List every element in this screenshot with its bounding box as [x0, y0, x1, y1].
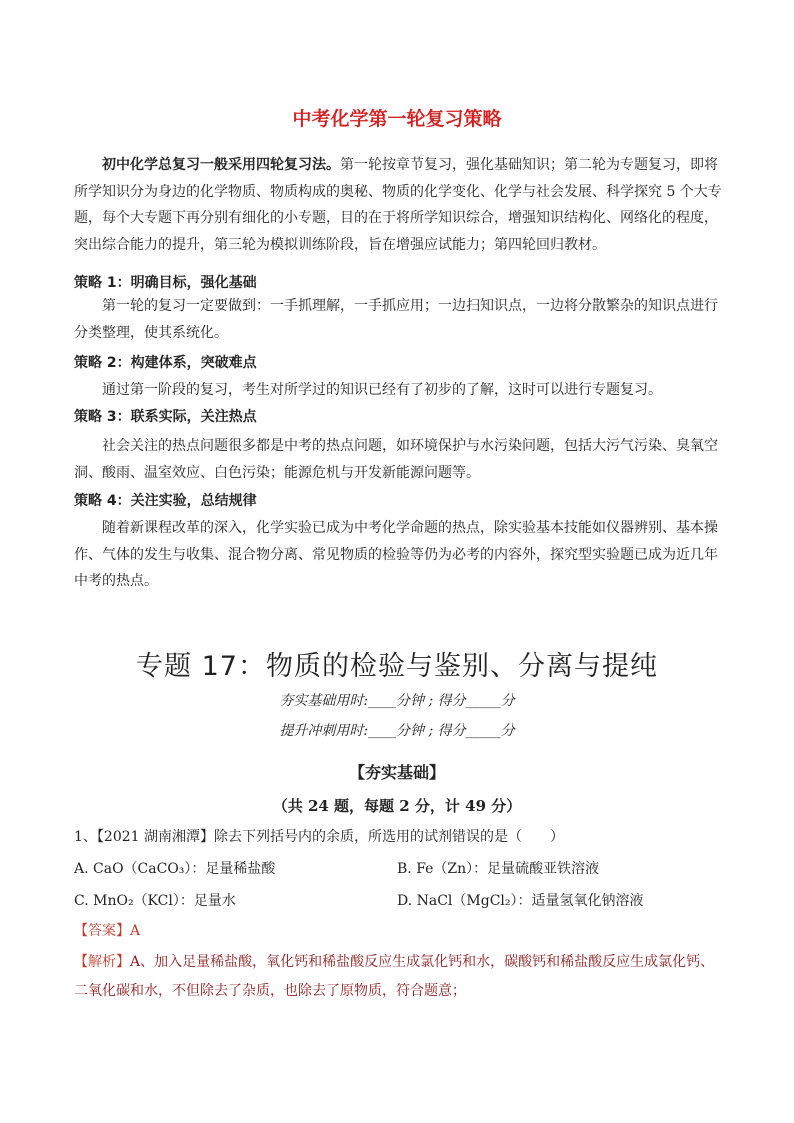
intro-lead: 初中化学总复习一般采用四轮复习法。	[102, 157, 340, 173]
question-stem: 1、【2021 湖南湘潭】除去下列括号内的余质，所选用的试剂错误的是（ ）	[74, 829, 564, 845]
answer-line	[74, 920, 140, 940]
strategy-3-heading: 策略 3：联系实际，关注热点	[74, 409, 257, 425]
option-c: C. MnO₂（KCl）：足量水	[74, 893, 236, 909]
answer-value: A	[130, 923, 141, 939]
strategy-4-text: 随着新课程改革的深入，化学实验已成为中考化学命题的热点，除实验基本技能如仪器辨别、基本操作、气体的发生与收集、混合物分离、常见物质的检验等仍为必考的内容外，探究型实验题已成为近几年中考的热点。	[74, 520, 718, 589]
topic-heading: 专题 17：物质的检验与鉴别、分离与提纯	[136, 651, 658, 682]
page-title: 中考化学第一轮复习策略	[292, 108, 502, 130]
answer-label: 【答案】	[74, 923, 130, 939]
option-b: B. Fe（Zn）：足量硫酸亚铁溶液	[397, 861, 600, 877]
option-d: D. NaCl（MgCl₂）：适量氢氧化钠溶液	[397, 893, 644, 909]
strategy-1-text: 第一轮的复习一定要做到：一手抓理解，一手抓应用；一边扫知识点，一边将分散繁杂的知识点进行分类整理，使其系统化。	[74, 298, 718, 341]
timing-basic: 夯实基础用时:____分钟 ; 得分_____分	[279, 693, 515, 709]
timing-advanced: 提升冲刺用时:____分钟 ; 得分_____分	[279, 723, 515, 739]
intro-body: 第一轮按章节复习，强化基础知识；第二轮为专题复习，即将所学知识分为身边的化学物质、物质构成的奥秘、物质的化学变化、化学与社会发展、科学探究 5 个大专题，每个大专题下再分别有细化的小专题，目的在于将所学知识综合，增强知识结构化、网络化的程度，突出综合能力的提升，第三轮为模拟训练阶段，旨在增强应试能力；第四轮回归教材。	[74, 157, 722, 253]
analysis-text: A、加入足量稀盐酸，氧化钙和稀盐酸反应生成氯化钙和水，碳酸钙和稀盐酸反应生成氯化钙、二氧化碳和水，不但除去了杂质，也除去了原物质，符合题意；	[74, 954, 715, 999]
strategy-2-text: 通过第一阶段的复习，考生对所学过的知识已经有了初步的了解，这时可以进行专题复习。	[102, 382, 662, 398]
strategy-2-heading: 策略 2：构建体系，突破难点	[74, 355, 257, 371]
analysis-paragraph	[74, 948, 724, 1006]
strategy-3-text: 社会关注的热点问题很多都是中考的热点问题，如环境保护与水污染问题，包括大污气污染、臭氧空洞、酸雨、温室效应、白色污染；能源危机与开发新能源问题等。	[74, 438, 718, 481]
strategy-4-heading: 策略 4：关注实验，总结规律	[74, 493, 257, 509]
section-subtitle: （共 24 题，每题 2 分，计 49 分）	[272, 797, 522, 815]
option-a: A. CaO（CaCO₃）：足量稀盐酸	[74, 861, 276, 877]
intro-paragraph	[74, 152, 724, 258]
section-heading: 【夯实基础】	[348, 763, 445, 782]
analysis-label: 【解析】	[74, 954, 130, 970]
strategy-1-heading: 策略 1：明确目标，强化基础	[74, 275, 257, 291]
